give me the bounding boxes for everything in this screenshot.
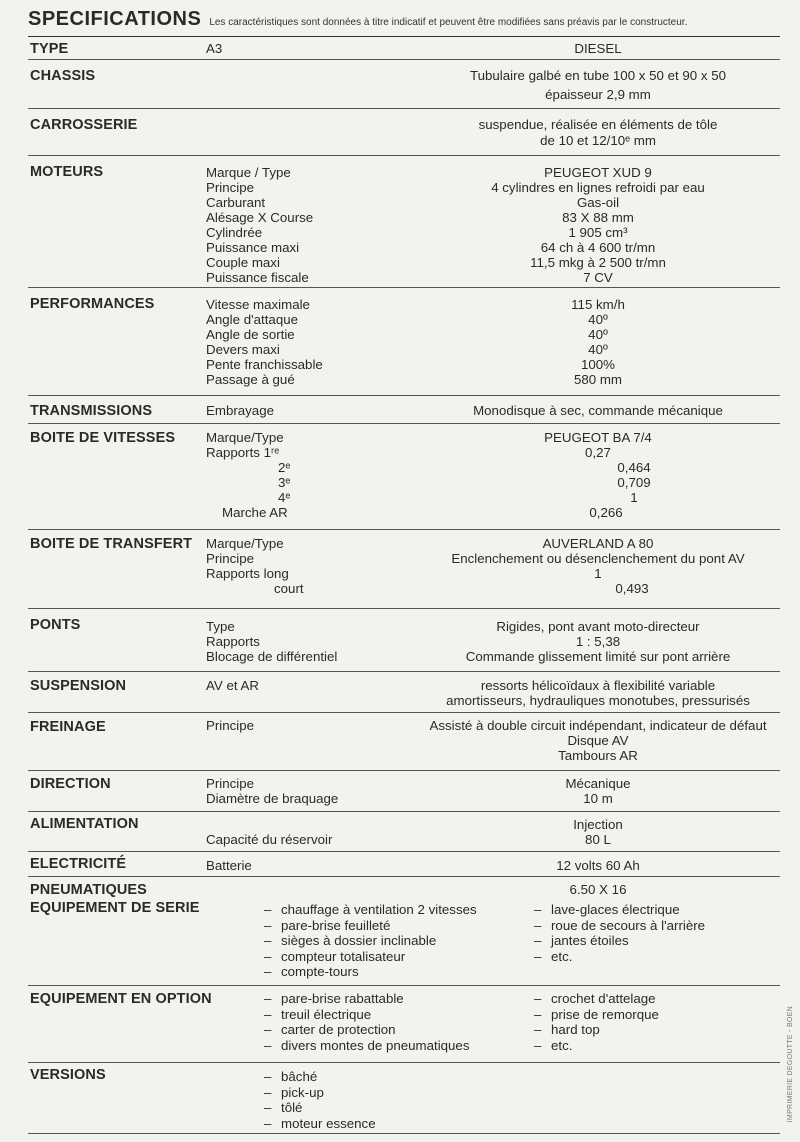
section-name: BOITE DE TRANSFERT	[30, 536, 193, 552]
list-item: – moteur essence	[264, 1116, 534, 1132]
col2	[534, 902, 780, 980]
spec-header	[28, 8, 780, 37]
spec-row	[206, 327, 780, 342]
row-value: Gas-oil	[576, 195, 620, 210]
spec-row	[206, 372, 780, 387]
row-label: 3ᵉ	[278, 475, 291, 490]
value-line: suspendue, réalisée en éléments de tôle	[478, 117, 718, 132]
spec-row	[206, 733, 780, 748]
section-name: FREINAGE	[30, 719, 106, 735]
row-value: 1 : 5,38	[575, 634, 621, 649]
rows	[206, 858, 780, 873]
row-value: Disque AV	[567, 733, 629, 748]
row-label: A3	[206, 41, 223, 56]
row-value: 83 X 88 mm	[562, 210, 634, 225]
spec-row	[206, 619, 780, 634]
row-label: Type	[206, 619, 235, 634]
row-value: 0,266	[589, 505, 623, 520]
section-name: CARROSSERIE	[30, 117, 138, 133]
spec-row	[206, 832, 780, 847]
spec-row	[206, 270, 780, 285]
list-item: – etc.	[534, 949, 780, 965]
row-value: 1	[630, 490, 638, 505]
list-item: – compteur totalisateur	[264, 949, 534, 965]
row-value: 0,464	[617, 460, 651, 475]
section-name: TRANSMISSIONS	[30, 403, 153, 419]
spec-row	[206, 255, 780, 270]
spec-row	[206, 678, 780, 693]
row-value: 580 mm	[573, 372, 623, 387]
spec-row	[206, 490, 780, 505]
rows	[206, 536, 780, 596]
col1	[264, 902, 534, 980]
spec-row	[206, 165, 780, 180]
section-name: SUSPENSION	[30, 678, 127, 694]
row-value: 12 volts 60 Ah	[556, 858, 640, 873]
printer-credit: IMPRIMERIE DEGOUTTE - BOEN	[787, 1006, 794, 1123]
row-value: 0,709	[617, 475, 651, 490]
row-label: court	[274, 581, 304, 596]
row-value: 40º	[588, 342, 608, 357]
section-equipement-serie	[28, 899, 780, 986]
section-name: PONTS	[30, 617, 81, 633]
list-item: – pare-brise rabattable	[264, 991, 534, 1007]
spec-row	[206, 225, 780, 240]
row-value: 1	[594, 566, 602, 581]
row-label: Marche AR	[222, 505, 288, 520]
section-freinage	[28, 713, 780, 771]
row-label: Principe	[206, 718, 255, 733]
spec-row	[206, 649, 780, 664]
section-pneumatiques	[28, 877, 780, 899]
spec-row	[206, 566, 780, 581]
row-label: Couple maxi	[206, 255, 280, 270]
value-line: épaisseur 2,9 mm	[545, 87, 651, 102]
row-value: 0,493	[615, 581, 649, 596]
row-label: Angle d'attaque	[206, 312, 299, 327]
section-carrosserie	[28, 109, 780, 156]
row-value: 6.50 X 16	[569, 882, 627, 897]
row-label: AV et AR	[206, 678, 259, 693]
spec-row	[206, 475, 780, 490]
section-moteurs	[28, 156, 780, 288]
row-value: 64 ch à 4 600 tr/mn	[540, 240, 656, 255]
row-value: 115 km/h	[571, 297, 625, 312]
section-chassis	[28, 60, 780, 109]
section-name: EQUIPEMENT EN OPTION	[30, 991, 212, 1007]
row-label: 4ᵉ	[278, 490, 291, 505]
row-value: 1 905 cm³	[568, 225, 628, 240]
list-item: – divers montes de pneumatiques	[264, 1038, 534, 1054]
section-boite-vitesses	[28, 424, 780, 530]
section-name: CHASSIS	[30, 68, 96, 84]
spec-row	[206, 718, 780, 733]
row-label: Puissance fiscale	[206, 270, 309, 285]
row-label: Principe	[206, 551, 255, 566]
rows	[206, 619, 780, 664]
row-value: Rigides, pont avant moto-directeur	[496, 619, 700, 634]
rows	[206, 776, 780, 806]
row-label: Angle de sortie	[206, 327, 295, 342]
section-name: MOTEURS	[30, 164, 104, 180]
row-value: Injection	[573, 817, 623, 832]
section-suspension	[28, 672, 780, 713]
section-name: TYPE	[30, 41, 69, 57]
row-label: Batterie	[206, 858, 252, 873]
row-label: Marque/Type	[206, 430, 284, 445]
list-item: – sièges à dossier inclinable	[264, 933, 534, 949]
col1	[264, 991, 534, 1053]
col1	[264, 1069, 534, 1131]
row-label: Alésage X Course	[206, 210, 314, 225]
disclaimer-note: Les caractéristiques sont données à titre indicatif et peuvent être modifiées sans préavis par le constructeur.	[209, 17, 688, 28]
list-item: – hard top	[534, 1022, 780, 1038]
spec-row	[206, 776, 780, 791]
list-item: – jantes étoiles	[534, 933, 780, 949]
row-label: Principe	[206, 180, 255, 195]
spec-row	[206, 240, 780, 255]
list-item: – crochet d'attelage	[534, 991, 780, 1007]
rows	[206, 718, 780, 763]
spec-row	[206, 551, 780, 566]
row-label	[206, 733, 416, 748]
list-item: – etc.	[534, 1038, 780, 1054]
section-name: VERSIONS	[30, 1067, 106, 1083]
row-value: Mécanique	[565, 776, 631, 791]
rows	[206, 165, 780, 285]
row-label: Vitesse maximale	[206, 297, 310, 312]
spec-row	[206, 748, 780, 763]
row-value: 40º	[588, 327, 608, 342]
list-item: – chauffage à ventilation 2 vitesses	[264, 902, 534, 918]
row-value: DIESEL	[574, 41, 622, 56]
section-versions	[28, 1063, 780, 1134]
section-name: PNEUMATIQUES	[30, 882, 147, 898]
list-item: – pick-up	[264, 1085, 534, 1101]
rows	[206, 882, 780, 897]
row-label: Rapports 1ʳᵉ	[206, 445, 280, 460]
list-item: – lave-glaces électrique	[534, 902, 780, 918]
row-label: Embrayage	[206, 403, 274, 418]
spec-row	[206, 180, 780, 195]
row-label: Rapports long	[206, 566, 289, 581]
page-title: SPECIFICATIONS	[28, 8, 202, 30]
value-line: Tubulaire galbé en tube 100 x 50 et 90 x 50	[469, 68, 727, 83]
row-value: PEUGEOT BA 7/4	[544, 430, 652, 445]
section-name: ALIMENTATION	[30, 816, 139, 832]
rows	[206, 297, 780, 387]
list-item: – tôlé	[264, 1100, 534, 1116]
section-boite-transfert	[28, 530, 780, 609]
spec-row	[206, 536, 780, 551]
section-direction	[28, 771, 780, 812]
row-label: Cylindrée	[206, 225, 263, 240]
spec-row	[206, 791, 780, 806]
spec-row	[206, 882, 780, 897]
spec-row	[206, 357, 780, 372]
section-electricite	[28, 852, 780, 877]
spec-row	[206, 858, 780, 873]
list-item: – prise de remorque	[534, 1007, 780, 1023]
row-label: Devers maxi	[206, 342, 280, 357]
section-type	[28, 37, 780, 60]
row-label: 2ᵉ	[278, 460, 291, 475]
list-item: – compte-tours	[264, 964, 534, 980]
row-label: Principe	[206, 776, 255, 791]
row-label	[206, 817, 416, 832]
list-item: – treuil électrique	[264, 1007, 534, 1023]
list-item: – pare-brise feuilleté	[264, 918, 534, 934]
spec-row	[206, 195, 780, 210]
row-value: 7 CV	[583, 270, 613, 285]
row-label: Blocage de différentiel	[206, 649, 338, 664]
row-value: amortisseurs, hydrauliques monotubes, pressurisés	[446, 693, 750, 708]
row-value: Assisté à double circuit indépendant, indicateur de défaut	[429, 718, 767, 733]
spec-row	[206, 210, 780, 225]
section-equipement-option	[28, 986, 780, 1063]
row-value: 40º	[588, 312, 608, 327]
list-item: – roue de secours à l'arrière	[534, 918, 780, 934]
row-label: Diamètre de braquage	[206, 791, 339, 806]
section-alimentation	[28, 812, 780, 852]
spec-row	[206, 445, 780, 460]
col2	[534, 1069, 780, 1131]
row-value: 0,27	[585, 445, 611, 460]
spec-row	[206, 403, 780, 418]
spec-row	[206, 693, 780, 708]
col2	[534, 991, 780, 1053]
row-label: Marque / Type	[206, 165, 291, 180]
spec-row	[206, 430, 780, 445]
spec-row	[206, 297, 780, 312]
spec-row	[206, 817, 780, 832]
section-name: BOITE DE VITESSES	[30, 430, 176, 446]
row-value: Enclenchement ou désenclenchement du pont AV	[451, 551, 745, 566]
row-value: 4 cylindres en lignes refroidi par eau	[491, 180, 705, 195]
section-name: ELECTRICITÉ	[30, 856, 127, 872]
row-label	[206, 748, 416, 763]
row-label: Puissance maxi	[206, 240, 300, 255]
row-value: 11,5 mkg à 2 500 tr/mn	[530, 255, 666, 270]
rows	[206, 430, 780, 520]
row-label: Pente franchissable	[206, 357, 323, 372]
rows	[206, 403, 780, 418]
spec-row	[206, 634, 780, 649]
row-value: 80 L	[585, 832, 611, 847]
section-performances	[28, 288, 780, 396]
spec-row	[206, 505, 780, 520]
row-value: Monodisque à sec, commande mécanique	[473, 403, 723, 418]
section-ponts	[28, 609, 780, 672]
row-label: Marque/Type	[206, 536, 284, 551]
row-value: 10 m	[583, 791, 613, 806]
row-label: Rapports	[206, 634, 260, 649]
spec-row	[206, 581, 780, 596]
row-value: 100%	[580, 357, 615, 372]
row-label	[206, 693, 416, 708]
row-label: Capacité du réservoir	[206, 832, 333, 847]
section-name: PERFORMANCES	[30, 296, 155, 312]
list-item: – carter de protection	[264, 1022, 534, 1038]
row-value: Commande glissement limité sur pont arrière	[465, 649, 731, 664]
spec-sheet	[28, 8, 780, 1134]
row-value: AUVERLAND A 80	[542, 536, 654, 551]
row-label: Passage à gué	[206, 372, 295, 387]
spec-row	[206, 312, 780, 327]
value-line: de 10 et 12/10ᵉ mm	[540, 133, 656, 148]
rows	[206, 678, 780, 708]
row-label: Carburant	[206, 195, 266, 210]
spec-row	[206, 342, 780, 357]
row-value: Tambours AR	[558, 748, 638, 763]
row-label	[206, 882, 416, 897]
row-value: ressorts hélicoïdaux à flexibilité variable	[480, 678, 716, 693]
list-item: – bâché	[264, 1069, 534, 1085]
row-value: PEUGEOT XUD 9	[544, 165, 652, 180]
rows	[206, 817, 780, 847]
section-name: DIRECTION	[30, 776, 111, 792]
section-name: EQUIPEMENT DE SERIE	[30, 900, 200, 916]
section-transmissions	[28, 396, 780, 424]
spec-row	[206, 460, 780, 475]
